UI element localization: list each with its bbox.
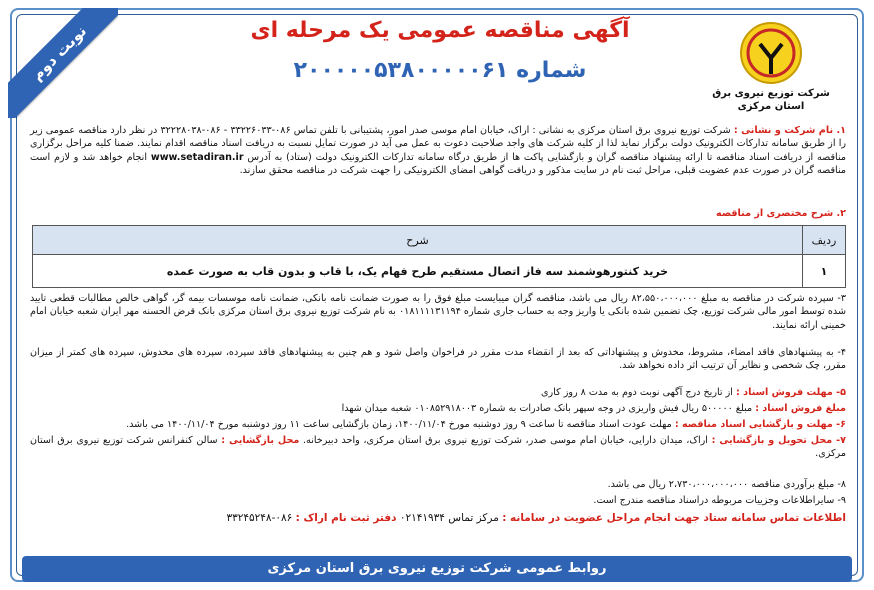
setad-url-link[interactable]: www.setadiran.ir [150, 151, 244, 163]
tender-table [32, 225, 846, 288]
section-7-text: اراک، میدان دارایی، خیابان امام موسی صدر، شرکت توزیع نیروی برق استان مرکزی، واحد دبیرخانه. [303, 435, 708, 446]
col-desc-header: شرح [33, 226, 803, 255]
section-7-label-2: محل بازگشایی : [221, 435, 300, 446]
office-label: دفتر ثبت نام اراک : [295, 512, 397, 524]
section-8: ۸- مبلغ برآوردی مناقصه ۲،۷۳۰،۰۰۰،۰۰۰،۰۰۰ ریال می باشد. [607, 479, 846, 490]
col-row-header: ردیف [803, 226, 846, 255]
section-9: ۹- سایراطلاعات وجزییات مربوطه دراسناد مناقصه مندرج است. [593, 495, 846, 506]
row-description: خرید کنتورهوشمند سه فاز اتصال مستقیم طرح فهام یک، با قاب و بدون قاب به صورت عمده [33, 255, 803, 288]
table-row [33, 255, 846, 288]
section-1 [30, 124, 846, 178]
notice-number: شماره ۲۰۰۰۰۰۵۳۸۰۰۰۰۰۶۱ [293, 58, 587, 83]
row-number: ۱ [803, 255, 846, 288]
section-2-heading [30, 207, 846, 220]
table-header-row [33, 226, 846, 255]
section-4: ۴- به پیشنهادهای فاقد امضاء، مشروط، مخدوش و پیشنهاداتی که بعد از انقضاء مدت مقرر در فراخوان واصل شود و هم چنین به پیشنهادهای فاقد سپرده، سپرده های مخدوش، سپرده های کمتر از میزان مقرر، چک شخصی و نظایر آن ترتیب اثر داده نخواهد شد. [30, 347, 846, 372]
contact-label: اطلاعات تماس سامانه ستاد جهت انجام مراحل عضویت در سامانه : [502, 512, 846, 524]
section-5a-label: ۵- مهلت فروش اسناد : [736, 387, 846, 398]
footer-bar: روابط عمومی شرکت توزیع نیروی برق استان مرکزی [22, 556, 852, 582]
section-7 [30, 434, 846, 461]
section-5b [30, 402, 846, 415]
section-1-text: شرکت توزیع نیروی برق استان مرکزی به نشانی : اراک، خیابان امام موسی صدر امور، پشتیبانی با تلفن تماس ۰۸۶-۳۳۲۲۶۰۳۳ - ۰۸۶-۳۲۲۲۸۰۳۸ در نظر دارد مناقصه عمومی زیر را از طریق سامانه تدارکات الکترونیک دولت برگزار نماید لذا از کلیه شرکت های واجد صلاحیت دعوت به عمل می آید در صورت تمایل نسبت به دریافت اسناد مناقصه اقدام نمایند. ضمنا کلیه مراحل برگزاری مناقصه از دریافت اسناد مناقصه تا ارائه پیشنهاد مناقصه گران و بازگشایی پاکت ها از طریق درگاه سامانه تدارکات الکترونیک دولت (ستاد) به آدرس [30, 125, 846, 163]
office-text: ۰۸۶-۳۳۲۴۵۲۴۸ [226, 512, 293, 524]
ribbon-label: نوبت دوم [8, 8, 118, 118]
contact-info [30, 512, 846, 525]
section-2-title: ۲. شرح مختصری از مناقصه [716, 208, 846, 219]
section-6 [30, 418, 846, 431]
lightning-logo-icon [740, 22, 802, 84]
company-logo-block [696, 22, 846, 118]
company-name-line-2: استان مرکزی [737, 101, 805, 112]
section-5b-text: مبلغ ۵۰۰۰۰۰ ریال فیش واریزی در وجه سپهر بانک صادرات به شماره ۰۱۰۸۵۲۹۱۸۰۰۳ شعبه میدان شهدا [341, 403, 753, 414]
corner-ribbon [8, 8, 118, 118]
section-3: ۳- سپرده شرکت در مناقصه به مبلغ ۸۲،۵۵۰،۰۰۰،۰۰۰ ریال می باشد، مناقصه گران میبایست مبلغ فوق را به صورت ضمانت نامه بانکی، ضمانت نامه موسسات بیمه گر، گواهی خالص مطالبات قطعی تایید شده توسط امور مالی شرکت توزیع، چک تضمین شده بانکی یا واریز وجه به حساب جاری شماره ۰۱۸۱۱۱۱۳۱۱۹۴ به نام شرکت توزیع نیروی برق استان مرکزی بانک قرض الحسنه مهر ایران شعبه خیابان امام خمینی ارائه نمایند. [30, 293, 846, 331]
section-6-label: ۶- مهلت و بازگشایی اسناد مناقصه : [674, 419, 846, 430]
section-7-label: ۷- محل تحویل و بازگشایی : [711, 435, 846, 446]
notice-title: آگهی مناقصه عمومی یک مرحله ای [250, 18, 630, 43]
company-name-line-1: شرکت توزیع نیروی برق [712, 88, 830, 99]
section-5a-text: از تاریخ درج آگهی نوبت دوم به مدت ۸ روز کاری [541, 387, 733, 398]
contact-text: مرکز تماس ۰۲۱۴۱۹۳۴ [399, 512, 499, 524]
section-5b-label: مبلغ فروش اسناد : [755, 403, 846, 414]
section-1-text-2: انجام خواهد شد و لازم است مناقصه گران در صورت عدم عضویت قبلی، مراحل ثبت نام در سایت مذکور و دریافت گواهی امضای الکترونیکی را جهت شرکت در مناقصه محقق سازند. [30, 151, 846, 177]
section-1-title: ۱. نام شرکت و نشانی : [733, 125, 846, 136]
section-6-text: مهلت عودت اسناد مناقصه تا ساعت ۹ روز دوشنبه مورخ ۱۴۰۰/۱۱/۰۴، زمان بازگشایی ساعت ۱۱ روز دوشنبه مورخ ۱۴۰۰/۱۱/۰۴ می باشد. [126, 419, 672, 430]
section-7-text-2: سالن کنفرانس شرکت توزیع نیروی برق استان مرکزی. [30, 435, 846, 460]
section-5a [30, 386, 846, 399]
